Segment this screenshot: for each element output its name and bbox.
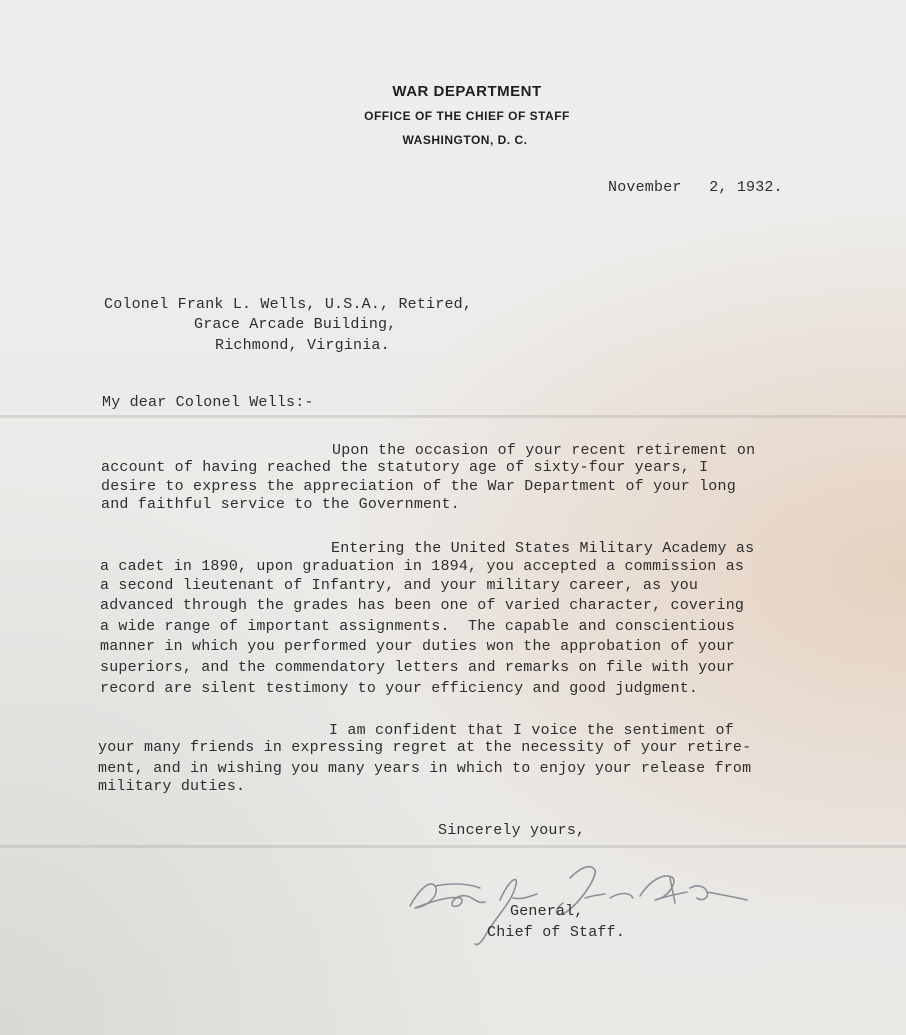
paragraph-2-line: a second lieutenant of Infantry, and your military career, as you — [100, 577, 699, 594]
address-line-1: Colonel Frank L. Wells, U.S.A., Retired, — [104, 296, 473, 313]
paragraph-3-line: ment, and in wishing you many years in which to enjoy your release from — [98, 760, 752, 777]
closing: Sincerely yours, — [438, 822, 586, 839]
paragraph-1-line: and faithful service to the Government. — [101, 496, 460, 513]
paragraph-2-line: advanced through the grades has been one of varied character, covering — [100, 597, 745, 614]
letter-date: November 2, 1932. — [608, 179, 783, 196]
letterhead-department: WAR DEPARTMENT — [392, 83, 542, 100]
paragraph-2-line: record are silent testimony to your efficiency and good judgment. — [100, 680, 699, 697]
paragraph-2-line: superiors, and the commendatory letters and remarks on file with your — [100, 659, 735, 676]
paragraph-2-line: Entering the United States Military Academy as — [331, 540, 755, 557]
address-line-2: Grace Arcade Building, — [194, 316, 397, 333]
paragraph-1-line: Upon the occasion of your recent retirement on — [332, 442, 756, 459]
paragraph-1-line: account of having reached the statutory age of sixty-four years, I — [101, 459, 709, 476]
paragraph-1-line: desire to express the appreciation of the War Department of your long — [101, 478, 736, 495]
paper-fold-line — [0, 415, 906, 418]
letterhead-office: OFFICE OF THE CHIEF OF STAFF — [364, 109, 570, 123]
paragraph-3-line: your many friends in expressing regret at the necessity of your retire- — [98, 739, 752, 756]
paragraph-2-line: a wide range of important assignments. The capable and conscientious — [100, 618, 735, 635]
paragraph-2-line: a cadet in 1890, upon graduation in 1894, you accepted a commission as — [100, 558, 745, 575]
paragraph-3-line: I am confident that I voice the sentiment of — [329, 722, 734, 739]
paragraph-2-line: manner in which you performed your duties won the approbation of your — [100, 638, 735, 655]
letterhead-location: WASHINGTON, D. C. — [402, 133, 528, 147]
paragraph-3-line: military duties. — [98, 778, 246, 795]
salutation: My dear Colonel Wells:- — [102, 394, 314, 411]
signer-rank: General, — [510, 903, 584, 920]
address-line-3: Richmond, Virginia. — [215, 337, 390, 354]
signer-title: Chief of Staff. — [487, 924, 626, 941]
paper-fold-line — [0, 845, 906, 848]
